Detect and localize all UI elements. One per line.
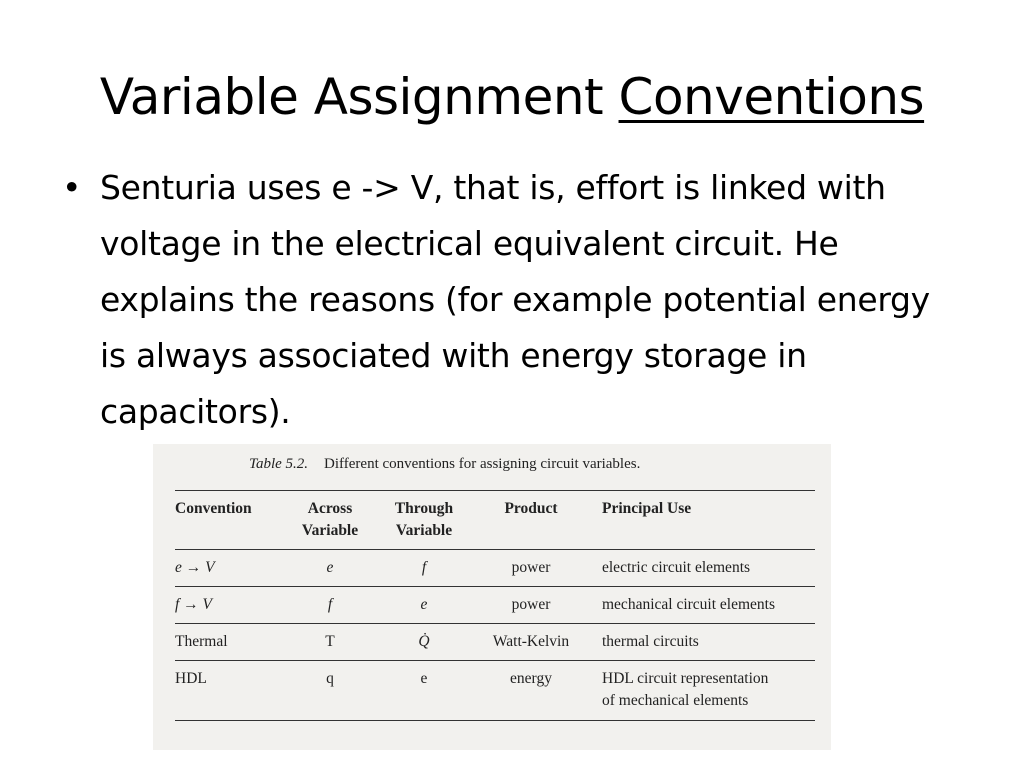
- table-rule-row: [175, 660, 815, 661]
- header-product: Product: [504, 500, 558, 517]
- cell-across: q: [326, 670, 334, 687]
- header-convention: Convention: [175, 500, 252, 517]
- cell-across: e: [326, 559, 334, 576]
- cell-convention: e → V: [175, 559, 215, 576]
- cell-across: f: [327, 596, 333, 613]
- table-rule-row: [175, 623, 815, 624]
- cell-principal-use: HDL circuit representation: [602, 670, 769, 687]
- cell-principal-use: electric circuit elements: [602, 559, 751, 576]
- cell-through: f: [421, 559, 427, 576]
- cell-convention: f → V: [175, 596, 213, 613]
- title-main: Variable Assignment: [99, 68, 619, 126]
- cell-convention: HDL: [175, 670, 207, 687]
- table-rule-row: [175, 586, 815, 587]
- title-underlined: Conventions: [618, 68, 925, 126]
- header-through-1: Through: [394, 500, 454, 517]
- cell-principal-use: thermal circuits: [602, 633, 699, 650]
- cell-principal-use-continued: of mechanical elements: [602, 692, 749, 709]
- cell-through: Q̇: [418, 633, 430, 650]
- bullet-text: Senturia uses e -> V, that is, effort is linked with voltage in the electrical equivalent circuit. He explains the reasons (for example potential energy is always associated with energy storage in capacitors).: [100, 168, 930, 431]
- header-through-2: Variable: [395, 522, 453, 539]
- cell-product: energy: [510, 670, 552, 687]
- header-across-1: Across: [307, 500, 353, 517]
- cell-through: e: [420, 670, 428, 687]
- cell-product: Watt-Kelvin: [492, 633, 570, 650]
- cell-product: power: [511, 559, 551, 576]
- header-principal-use: Principal Use: [602, 500, 692, 517]
- slide-title: [0, 62, 1024, 132]
- table-figure: [153, 444, 831, 750]
- cell-across: T: [325, 633, 335, 650]
- bullet-list: [62, 160, 942, 440]
- cell-principal-use: mechanical circuit elements: [602, 596, 775, 613]
- table-caption: [249, 456, 640, 473]
- table-rule-header: [175, 549, 815, 550]
- cell-product: power: [511, 596, 551, 613]
- table-rule-bottom: [175, 720, 815, 721]
- header-across-2: Variable: [301, 522, 359, 539]
- cell-through: e: [420, 596, 428, 613]
- bullet-item: [62, 160, 942, 440]
- bullet-dot-icon: •: [62, 168, 82, 207]
- table-caption-text: Different conventions for assigning circuit variables.: [324, 456, 641, 472]
- cell-convention: Thermal: [175, 633, 228, 650]
- table-caption-number: Table 5.2.: [249, 456, 309, 472]
- table-rule-top: [175, 490, 815, 491]
